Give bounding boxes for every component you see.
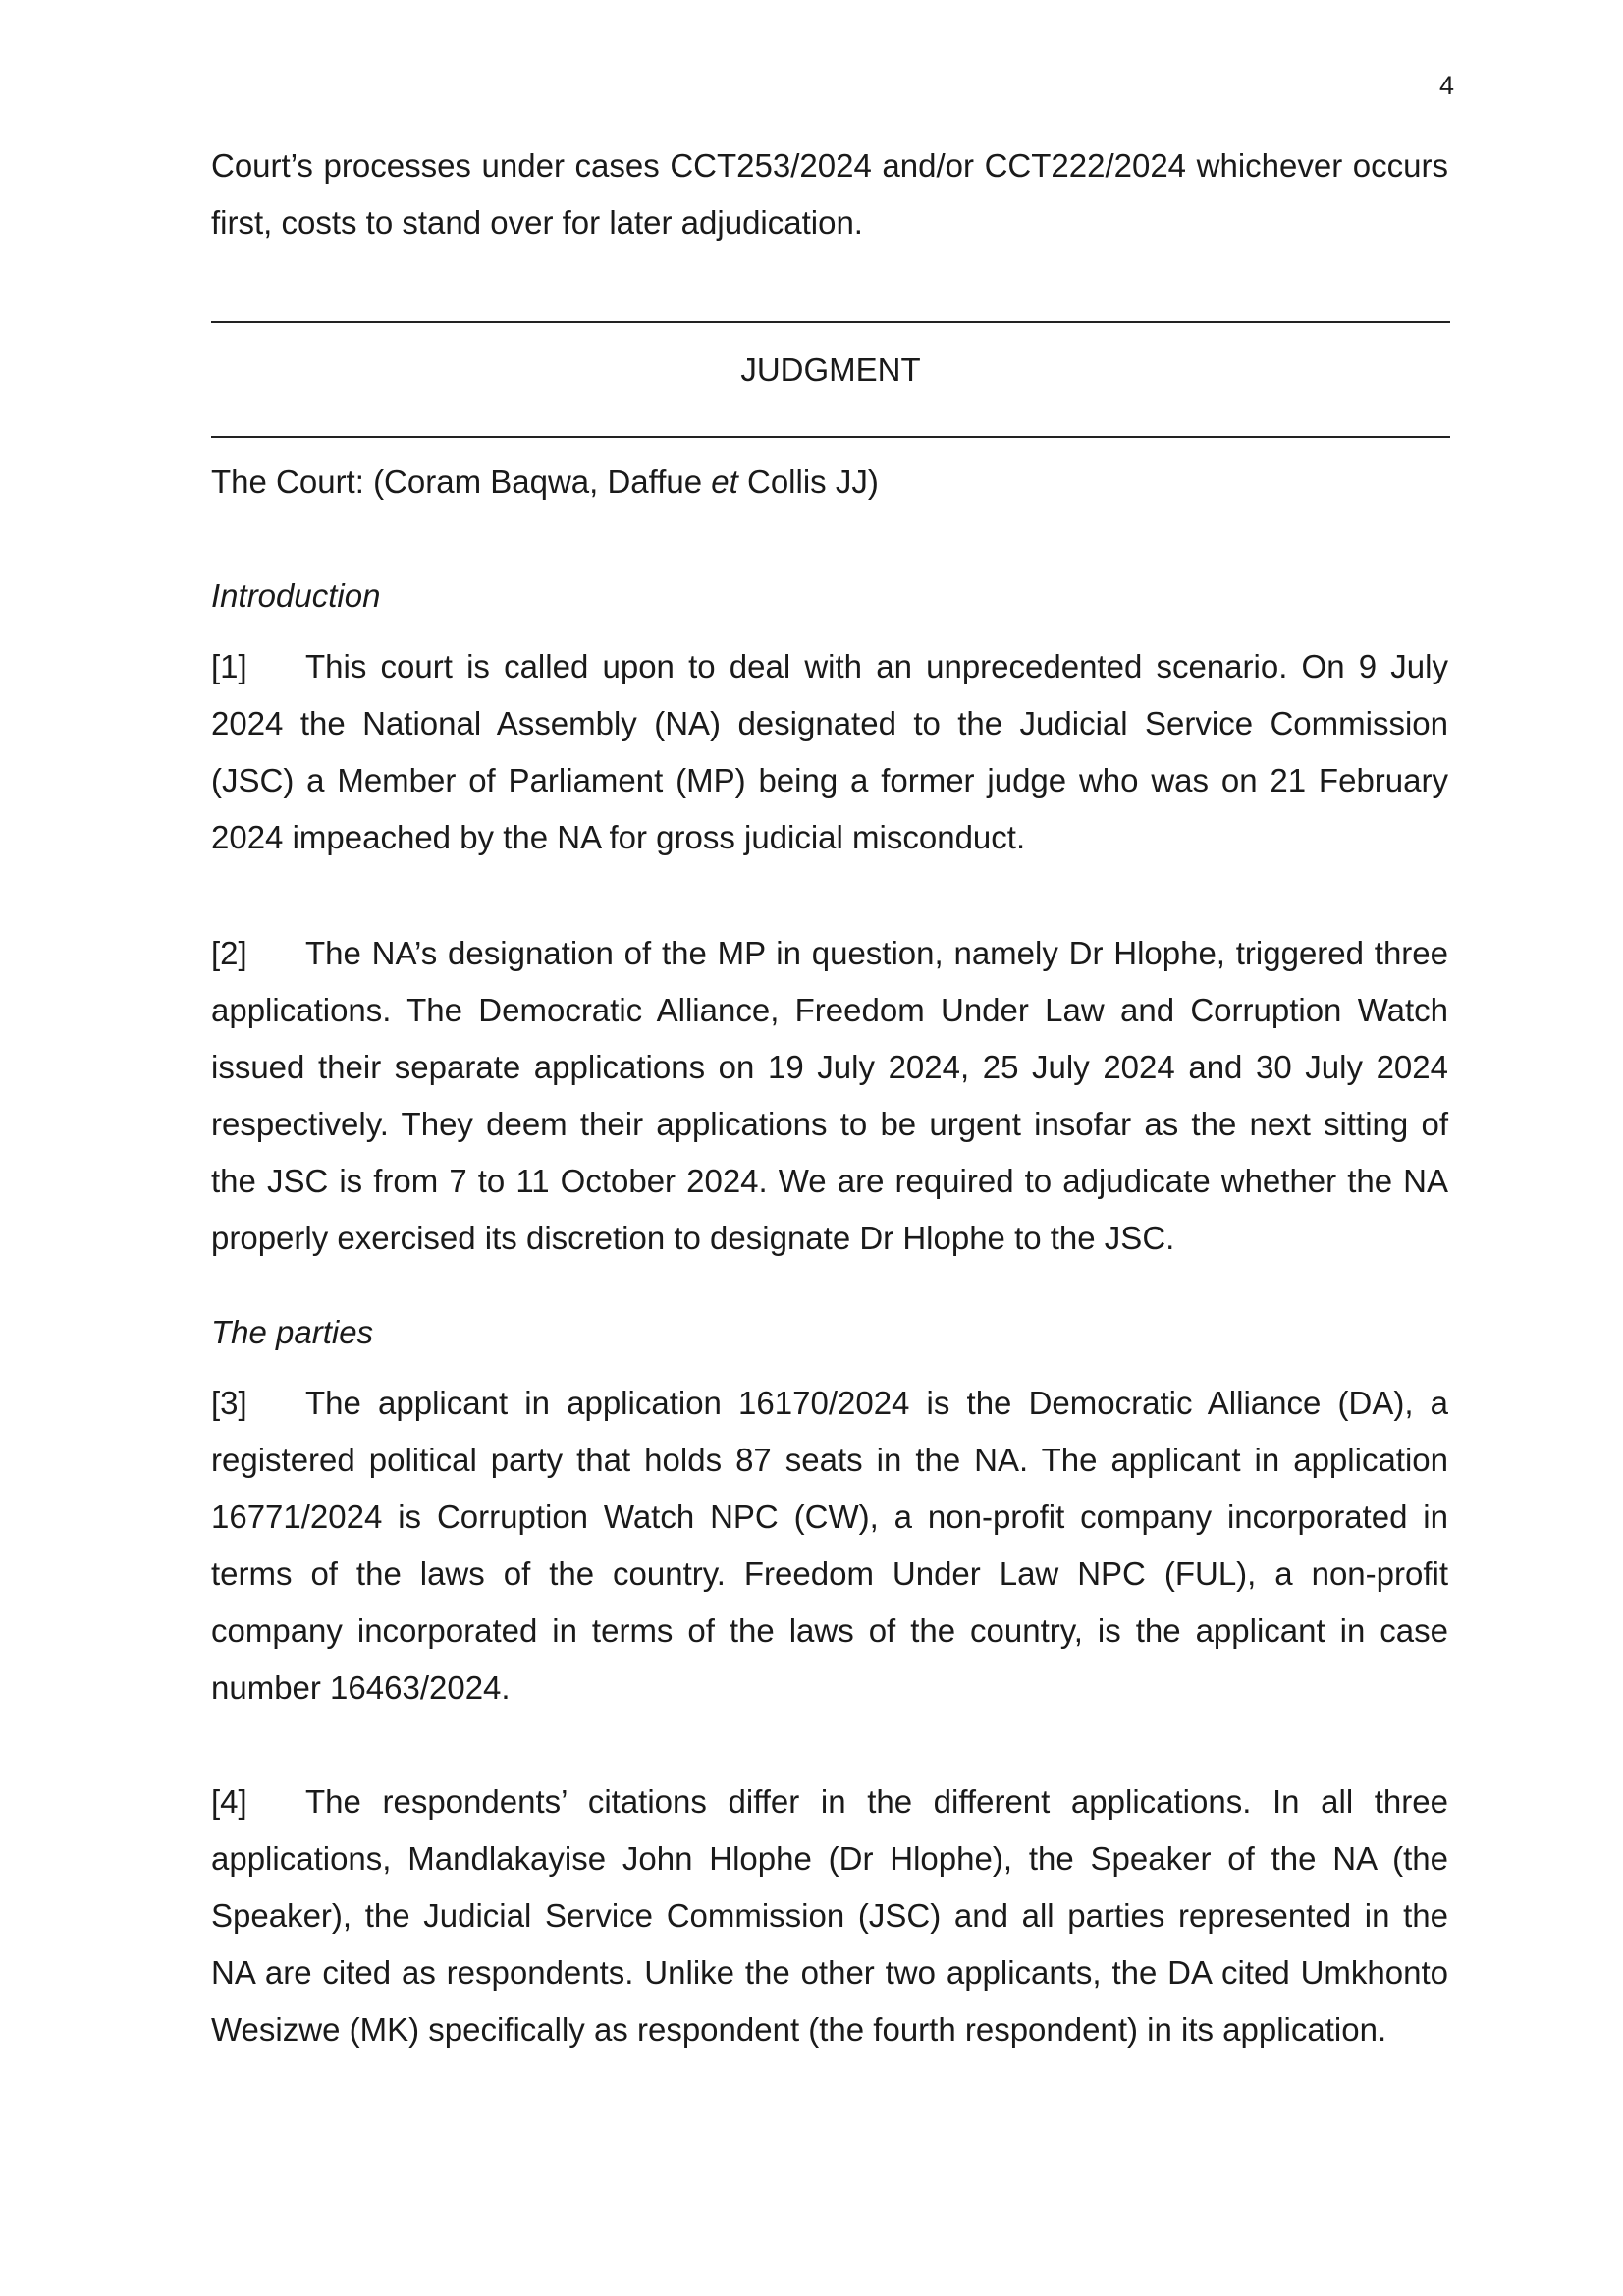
paragraph-text: This court is called upon to deal with an unprecedented scenario. On 9 July 2024 the National Assembly (NA) designated to the Judicial Service Commission (JSC) a Member of Parliament (MP) being a former judge who was on 21 February 2024 impeached by the NA for gross judicial misconduct. <box>211 648 1448 855</box>
paragraph-4 <box>211 1774 1448 2058</box>
page-number: 4 <box>1438 71 1454 100</box>
coram-line <box>211 464 879 501</box>
paragraph-text: The NA’s designation of the MP in question, namely Dr Hlophe, triggered three applications. The Democratic Alliance, Freedom Under Law and Corruption Watch issued their separate applications on 19 July 2024, 25 July 2024 and 30 July 2024 respectively. They deem their applications to be urgent insofar as the next sitting of the JSC is from 7 to 11 October 2024. We are required to adjudicate whether the NA properly exercised its discretion to designate Dr Hlophe to the JSC. <box>211 935 1448 1256</box>
paragraph-1 <box>211 638 1448 866</box>
coram-suffix: Collis JJ) <box>737 464 879 500</box>
paragraph-2 <box>211 925 1448 1267</box>
paragraph-number: [3] <box>211 1385 247 1421</box>
judgment-heading: JUDGMENT <box>740 352 921 388</box>
paragraph-number: [2] <box>211 935 247 971</box>
paragraph-text: The respondents’ citations differ in the different applications. In all three applications, Mandlakayise John Hlophe (Dr Hlophe), the Speaker of the NA (the Speaker), the Judicial Service Commission (JSC) and all parties represented in the NA are cited as respondents. Unlike the other two applicants, the DA cited Umkhonto Wesizwe (MK) specifically as respondent (the fourth respondent) in its application. <box>211 1783 1448 2048</box>
paragraph-3 <box>211 1375 1448 1717</box>
continuation-paragraph: Court’s processes under cases CCT253/2024 and/or CCT222/2024 whichever occurs first, costs to stand over for later adjudication. <box>211 147 1448 241</box>
heading-rule-bottom <box>211 436 1450 438</box>
section-heading-introduction: Introduction <box>211 577 381 614</box>
paragraph-number: [1] <box>211 648 247 684</box>
paragraph-number: [4] <box>211 1783 247 1820</box>
coram-italic: et <box>711 464 738 500</box>
paragraph-text: The applicant in application 16170/2024 is the Democratic Alliance (DA), a registered political party that holds 87 seats in the NA. The applicant in application 16771/2024 is Corruption Watch NPC (CW), a non-profit company incorporated in terms of the laws of the country. Freedom Under Law NPC (FUL), a non-profit company incorporated in terms of the laws of the country, is the applicant in case number 16463/2024. <box>211 1385 1448 1706</box>
heading-rule-top <box>211 321 1450 323</box>
coram-prefix: The Court: (Coram Baqwa, Daffue <box>211 464 712 500</box>
section-heading-parties: The parties <box>211 1314 374 1350</box>
